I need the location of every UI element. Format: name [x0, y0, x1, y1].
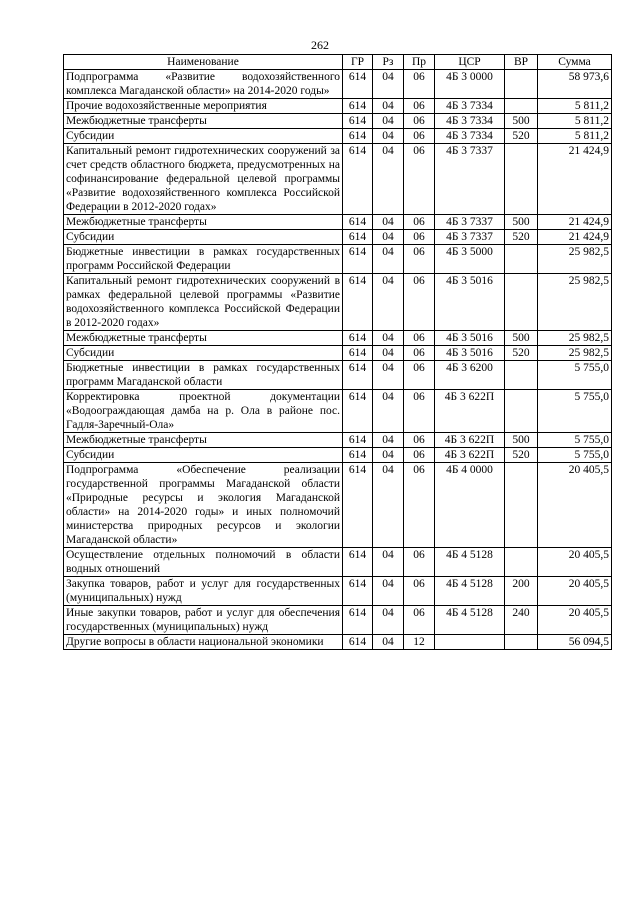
cell-pr: 06	[404, 433, 435, 448]
cell-csr: 4Б 3 622П	[435, 433, 505, 448]
cell-sum: 5 755,0	[538, 361, 612, 390]
cell-csr: 4Б 3 5016	[435, 274, 505, 331]
cell-rz: 04	[373, 433, 404, 448]
header-name: Наименование	[64, 55, 343, 70]
cell-sum: 21 424,9	[538, 215, 612, 230]
cell-vr: 520	[505, 448, 538, 463]
cell-name: Иные закупки товаров, работ и услуг для обеспечения государственных (муниципальных) нужд	[64, 606, 343, 635]
cell-sum: 25 982,5	[538, 245, 612, 274]
cell-rz: 04	[373, 230, 404, 245]
cell-rz: 04	[373, 144, 404, 215]
budget-table	[63, 54, 612, 650]
cell-gr: 614	[343, 114, 373, 129]
table-row	[64, 548, 612, 577]
cell-pr: 06	[404, 245, 435, 274]
table-row	[64, 448, 612, 463]
cell-sum: 25 982,5	[538, 331, 612, 346]
cell-gr: 614	[343, 346, 373, 361]
cell-vr: 500	[505, 114, 538, 129]
cell-name: Закупка товаров, работ и услуг для государственных (муниципальных) нужд	[64, 577, 343, 606]
cell-name: Субсидии	[64, 346, 343, 361]
cell-rz: 04	[373, 635, 404, 650]
cell-sum: 25 982,5	[538, 346, 612, 361]
cell-gr: 614	[343, 331, 373, 346]
cell-sum: 5 755,0	[538, 390, 612, 433]
cell-csr: 4Б 3 5016	[435, 331, 505, 346]
table-row	[64, 346, 612, 361]
table-row	[64, 274, 612, 331]
cell-vr	[505, 635, 538, 650]
cell-gr: 614	[343, 99, 373, 114]
table-row	[64, 433, 612, 448]
cell-gr: 614	[343, 144, 373, 215]
cell-vr	[505, 70, 538, 99]
cell-name: Прочие водохозяйственные мероприятия	[64, 99, 343, 114]
cell-csr: 4Б 3 5016	[435, 346, 505, 361]
cell-gr: 614	[343, 129, 373, 144]
cell-name: Межбюджетные трансферты	[64, 433, 343, 448]
cell-pr: 06	[404, 548, 435, 577]
cell-sum: 5 811,2	[538, 99, 612, 114]
cell-csr: 4Б 3 0000	[435, 70, 505, 99]
cell-pr: 06	[404, 144, 435, 215]
cell-name: Капитальный ремонт гидротехнических сооружений за счет средств областного бюджета, предусмотренных на софинансирование федеральной целевой программы «Развитие водохозяйственного комплекса Российской Федерации в 2012-2020 годах»	[64, 144, 343, 215]
cell-sum: 5 811,2	[538, 129, 612, 144]
cell-pr: 12	[404, 635, 435, 650]
cell-csr: 4Б 4 0000	[435, 463, 505, 548]
cell-csr: 4Б 3 7337	[435, 215, 505, 230]
cell-gr: 614	[343, 361, 373, 390]
cell-rz: 04	[373, 606, 404, 635]
cell-pr: 06	[404, 448, 435, 463]
cell-csr: 4Б 3 7334	[435, 114, 505, 129]
cell-name: Субсидии	[64, 448, 343, 463]
cell-sum: 20 405,5	[538, 463, 612, 548]
page-number: 262	[311, 38, 329, 52]
cell-rz: 04	[373, 346, 404, 361]
cell-rz: 04	[373, 114, 404, 129]
cell-rz: 04	[373, 577, 404, 606]
table-row	[64, 463, 612, 548]
cell-sum: 20 405,5	[538, 606, 612, 635]
header-pr: Пр	[404, 55, 435, 70]
table-row	[64, 635, 612, 650]
cell-gr: 614	[343, 215, 373, 230]
cell-csr: 4Б 3 7337	[435, 144, 505, 215]
cell-csr: 4Б 3 622П	[435, 448, 505, 463]
cell-name: Подпрограмма «Развитие водохозяйственного комплекса Магаданской области» на 2014-2020 годы»	[64, 70, 343, 99]
cell-gr: 614	[343, 70, 373, 99]
cell-sum: 5 811,2	[538, 114, 612, 129]
cell-pr: 06	[404, 230, 435, 245]
table-row	[64, 99, 612, 114]
cell-pr: 06	[404, 215, 435, 230]
cell-gr: 614	[343, 448, 373, 463]
cell-csr: 4Б 3 622П	[435, 390, 505, 433]
cell-gr: 614	[343, 245, 373, 274]
table-row	[64, 215, 612, 230]
cell-rz: 04	[373, 448, 404, 463]
header-csr: ЦСР	[435, 55, 505, 70]
cell-sum: 5 755,0	[538, 448, 612, 463]
cell-vr: 200	[505, 577, 538, 606]
table-row	[64, 70, 612, 99]
table-row	[64, 331, 612, 346]
cell-vr	[505, 245, 538, 274]
cell-name: Осуществление отдельных полномочий в области водных отношений	[64, 548, 343, 577]
cell-vr	[505, 361, 538, 390]
header-sum: Сумма	[538, 55, 612, 70]
cell-csr: 4Б 4 5128	[435, 577, 505, 606]
cell-sum: 56 094,5	[538, 635, 612, 650]
cell-rz: 04	[373, 245, 404, 274]
cell-pr: 06	[404, 129, 435, 144]
cell-rz: 04	[373, 331, 404, 346]
cell-pr: 06	[404, 114, 435, 129]
cell-vr	[505, 274, 538, 331]
cell-pr: 06	[404, 274, 435, 331]
cell-csr: 4Б 4 5128	[435, 548, 505, 577]
cell-csr	[435, 635, 505, 650]
cell-sum: 20 405,5	[538, 577, 612, 606]
cell-sum: 21 424,9	[538, 230, 612, 245]
cell-vr: 520	[505, 129, 538, 144]
cell-rz: 04	[373, 70, 404, 99]
cell-csr: 4Б 4 5128	[435, 606, 505, 635]
cell-rz: 04	[373, 99, 404, 114]
cell-csr: 4Б 3 7334	[435, 129, 505, 144]
header-vr: ВР	[505, 55, 538, 70]
cell-vr: 500	[505, 215, 538, 230]
cell-name: Межбюджетные трансферты	[64, 331, 343, 346]
cell-name: Бюджетные инвестиции в рамках государственных программ Российской Федерации	[64, 245, 343, 274]
cell-sum: 5 755,0	[538, 433, 612, 448]
cell-name: Корректировка проектной документации «Водоограждающая дамба на р. Ола в районе пос. Гадля-Заречный-Ола»	[64, 390, 343, 433]
cell-pr: 06	[404, 70, 435, 99]
cell-gr: 614	[343, 463, 373, 548]
cell-name: Капитальный ремонт гидротехнических сооружений в рамках федеральной целевой программы «Развитие водохозяйственного комплекса Российской Федерации в 2012-2020 годах»	[64, 274, 343, 331]
table-row	[64, 129, 612, 144]
cell-rz: 04	[373, 361, 404, 390]
cell-gr: 614	[343, 548, 373, 577]
table-row	[64, 361, 612, 390]
table-body	[64, 70, 612, 650]
cell-gr: 614	[343, 433, 373, 448]
cell-rz: 04	[373, 129, 404, 144]
table-row	[64, 577, 612, 606]
table-row	[64, 245, 612, 274]
table-row	[64, 390, 612, 433]
header-gr: ГР	[343, 55, 373, 70]
cell-sum: 25 982,5	[538, 274, 612, 331]
cell-vr	[505, 99, 538, 114]
cell-rz: 04	[373, 548, 404, 577]
cell-pr: 06	[404, 606, 435, 635]
cell-gr: 614	[343, 390, 373, 433]
cell-gr: 614	[343, 606, 373, 635]
cell-pr: 06	[404, 346, 435, 361]
cell-name: Межбюджетные трансферты	[64, 114, 343, 129]
cell-gr: 614	[343, 230, 373, 245]
cell-name: Субсидии	[64, 230, 343, 245]
cell-name: Субсидии	[64, 129, 343, 144]
cell-rz: 04	[373, 215, 404, 230]
cell-gr: 614	[343, 635, 373, 650]
cell-vr	[505, 548, 538, 577]
cell-pr: 06	[404, 331, 435, 346]
cell-gr: 614	[343, 577, 373, 606]
cell-pr: 06	[404, 99, 435, 114]
cell-vr: 520	[505, 230, 538, 245]
cell-vr: 500	[505, 331, 538, 346]
cell-rz: 04	[373, 463, 404, 548]
cell-name: Бюджетные инвестиции в рамках государственных программ Магаданской области	[64, 361, 343, 390]
cell-rz: 04	[373, 390, 404, 433]
cell-sum: 21 424,9	[538, 144, 612, 215]
cell-rz: 04	[373, 274, 404, 331]
cell-name: Межбюджетные трансферты	[64, 215, 343, 230]
cell-pr: 06	[404, 390, 435, 433]
cell-csr: 4Б 3 7334	[435, 99, 505, 114]
cell-vr: 500	[505, 433, 538, 448]
cell-name: Подпрограмма «Обеспечение реализации государственной программы Магаданской области «Природные ресурсы и экология Магаданской области» на 2014-2020 годы» и иных полномочий министерства природных ресурсов и экологии Магаданской области»	[64, 463, 343, 548]
table-row	[64, 230, 612, 245]
cell-vr	[505, 463, 538, 548]
cell-name: Другие вопросы в области национальной экономики	[64, 635, 343, 650]
cell-csr: 4Б 3 5000	[435, 245, 505, 274]
table-row	[64, 144, 612, 215]
cell-vr	[505, 144, 538, 215]
cell-vr: 240	[505, 606, 538, 635]
header-rz: Рз	[373, 55, 404, 70]
cell-gr: 614	[343, 274, 373, 331]
cell-pr: 06	[404, 577, 435, 606]
cell-vr	[505, 390, 538, 433]
cell-vr: 520	[505, 346, 538, 361]
table-header-row	[64, 55, 612, 70]
table-row	[64, 606, 612, 635]
cell-pr: 06	[404, 361, 435, 390]
cell-csr: 4Б 3 7337	[435, 230, 505, 245]
table-row	[64, 114, 612, 129]
cell-pr: 06	[404, 463, 435, 548]
cell-csr: 4Б 3 6200	[435, 361, 505, 390]
cell-sum: 20 405,5	[538, 548, 612, 577]
cell-sum: 58 973,6	[538, 70, 612, 99]
